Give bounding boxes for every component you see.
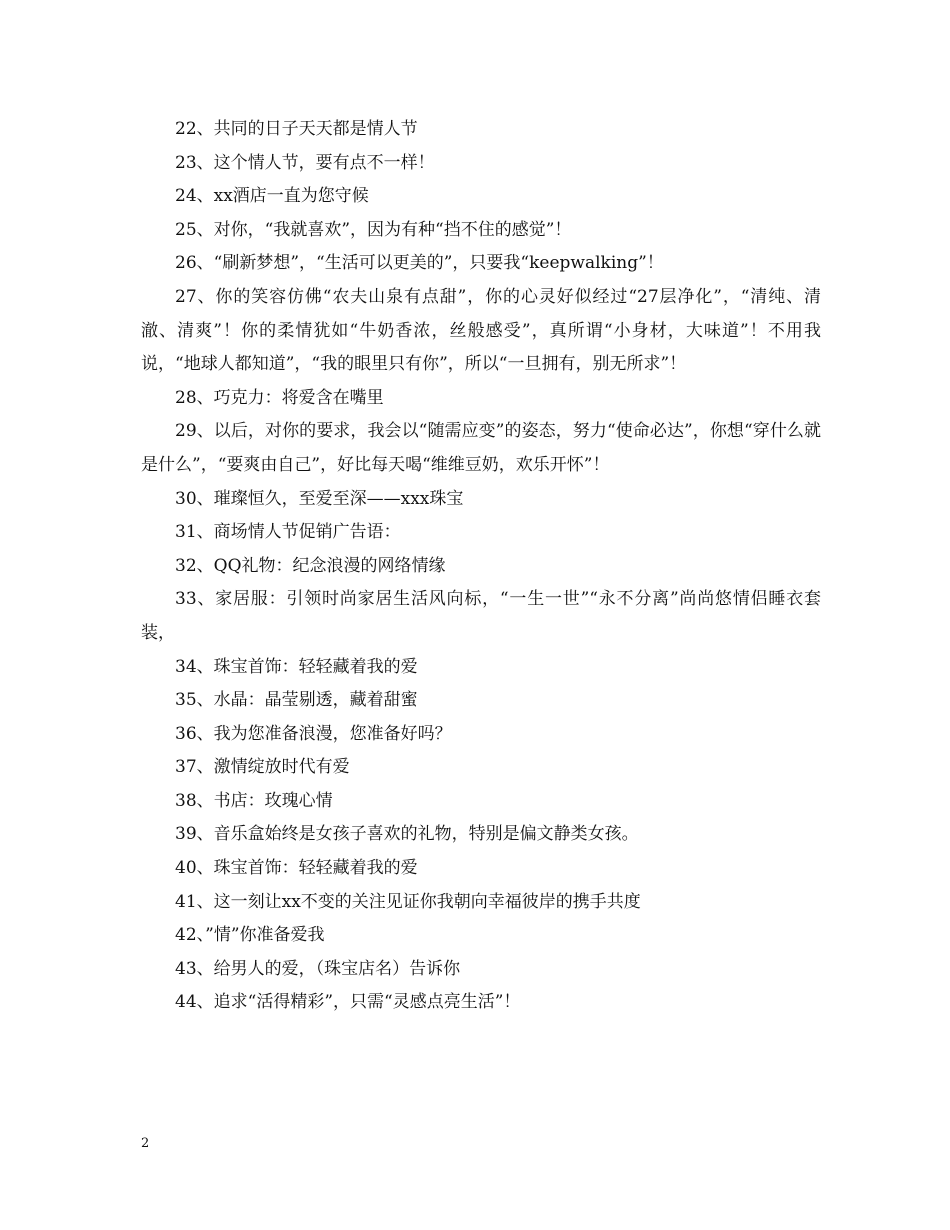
paragraph-38: 38、书店：玫瑰心情 <box>175 790 333 811</box>
page-number: 2 <box>141 1136 150 1151</box>
paragraph-31: 31、商场情人节促销广告语： <box>175 522 401 543</box>
paragraph-33: 33、家居服：引领时尚家居生活风向标，“一生一世”“永不分离”尚尚悠情侣睡衣套装， <box>141 589 821 643</box>
paragraph-39: 39、音乐盒始终是女孩子喜欢的礼物，特别是偏文静类女孩。 <box>175 824 639 845</box>
paragraph-37: 37、激情绽放时代有爱 <box>175 757 350 778</box>
paragraph-42: 42、”情”你准备爱我 <box>175 925 325 946</box>
paragraph-22: 22、共同的日子天天都是情人节 <box>175 119 418 139</box>
paragraph-23: 23、这个情人节，要有点不一样！ <box>175 152 435 173</box>
paragraph-27: 27、你的笑容仿佛“农夫山泉有点甜”，你的心灵好似经过“27层净化”，“清纯、清澈、清爽”！你的柔情犹如“牛奶香浓，丝般感受”，真所谓“小身材，大味道”！不用我说，“地球人都知道”，“我的眼里只有你”，所以“一旦拥有，别无所求”！ <box>141 286 821 375</box>
paragraph-25: 25、对你，“我就喜欢”，因为有种“挡不住的感觉”！ <box>175 219 572 240</box>
paragraph-43: 43、给男人的爱，（珠宝店名）告诉你 <box>175 958 461 979</box>
paragraph-30: 30、璀璨恒久，至爱至深——xxx珠宝 <box>175 488 464 509</box>
paragraph-36: 36、我为您准备浪漫，您准备好吗？ <box>175 723 452 744</box>
paragraph-35: 35、水晶：晶莹剔透，藏着甜蜜 <box>175 690 418 711</box>
paragraph-41: 41、这一刻让xx不变的关注见证你我朝向幸福彼岸的携手共度 <box>175 891 641 912</box>
paragraph-44: 44、追求“活得精彩”，只需“灵感点亮生活”！ <box>175 992 521 1013</box>
paragraph-34: 34、珠宝首饰：轻轻藏着我的爱 <box>175 656 418 677</box>
paragraph-26: 26、“刷新梦想”，“生活可以更美的”，只要我“keepwalking”！ <box>175 253 664 274</box>
paragraph-29: 29、以后，对你的要求，我会以“随需应变”的姿态，努力“使命必达”，你想“穿什么就是什么”，“要爽由自己”，好比每天喝“维维豆奶，欢乐开怀”！ <box>141 421 821 475</box>
paragraph-24: 24、xx酒店一直为您守候 <box>175 186 369 207</box>
paragraph-28: 28、巧克力：将爱含在嘴里 <box>175 387 384 408</box>
paragraph-32: 32、QQ礼物：纪念浪漫的网络情缘 <box>175 555 446 576</box>
document-body <box>141 113 821 1020</box>
paragraph-40: 40、珠宝首饰：轻轻藏着我的爱 <box>175 858 418 879</box>
